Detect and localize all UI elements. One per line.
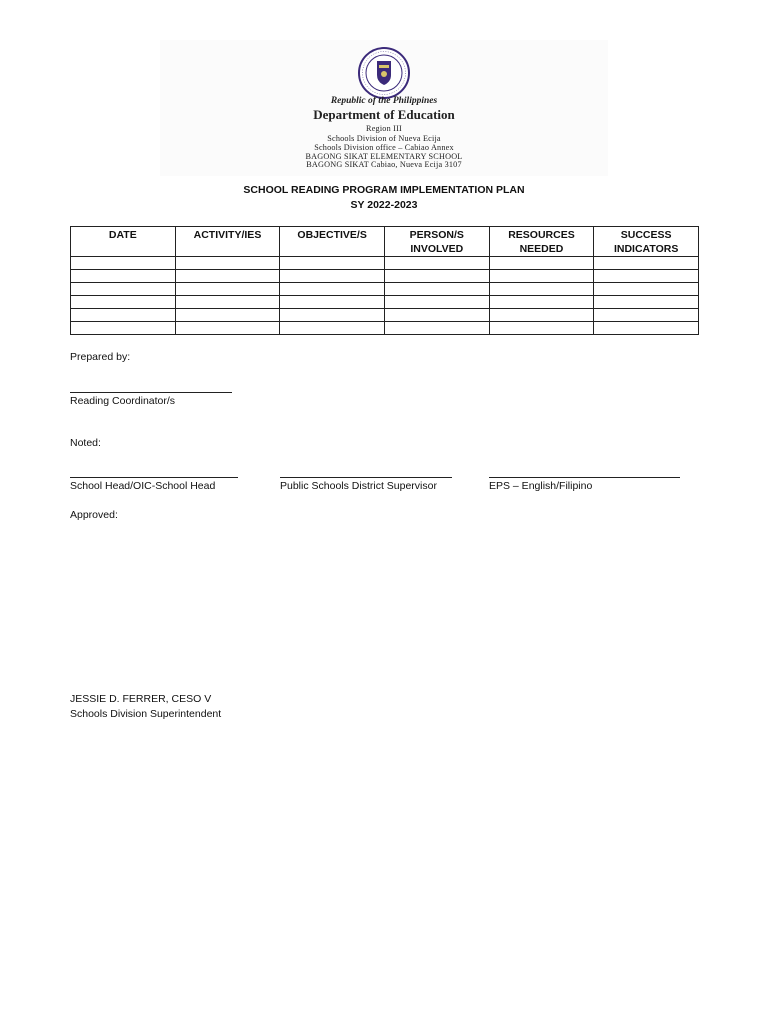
table-cell[interactable] — [384, 296, 489, 309]
approved-label: Approved: — [70, 509, 118, 521]
column-header-date: DATE — [71, 227, 176, 257]
table-cell[interactable] — [71, 270, 176, 283]
table-cell[interactable] — [280, 283, 385, 296]
table-cell[interactable] — [384, 309, 489, 322]
eps-role: EPS – English/Filipino — [489, 480, 593, 492]
table-row — [71, 257, 699, 270]
superintendent-name: JESSIE D. FERRER, CESO V — [70, 693, 212, 705]
table-cell[interactable] — [175, 270, 280, 283]
column-header-persons-involved: PERSON/S INVOLVED — [384, 227, 489, 257]
table-row — [71, 270, 699, 283]
table-cell[interactable] — [594, 283, 699, 296]
table-cell[interactable] — [71, 257, 176, 270]
table-cell[interactable] — [175, 296, 280, 309]
table-cell[interactable] — [594, 257, 699, 270]
school-head-signature-line — [70, 477, 238, 478]
noted-label: Noted: — [70, 437, 101, 449]
table-cell[interactable] — [280, 257, 385, 270]
table-cell[interactable] — [594, 322, 699, 335]
deped-seal-logo — [357, 46, 411, 100]
table-cell[interactable] — [384, 283, 489, 296]
column-header-success-indicators: SUCCESS INDICATORS — [594, 227, 699, 257]
table-cell[interactable] — [71, 296, 176, 309]
school-head-role: School Head/OIC-School Head — [70, 480, 216, 492]
document-title: SCHOOL READING PROGRAM IMPLEMENTATION PLAN — [243, 184, 525, 196]
school-year: SY 2022-2023 — [350, 199, 418, 211]
table-cell[interactable] — [384, 270, 489, 283]
table-cell[interactable] — [489, 270, 594, 283]
table-cell[interactable] — [71, 322, 176, 335]
division-office-line: Schools Division office – Cabiao Annex — [314, 143, 454, 152]
column-header-resources-needed: RESOURCES NEEDED — [489, 227, 594, 257]
department-name: Department of Education — [313, 107, 455, 122]
superintendent-title: Schools Division Superintendent — [70, 708, 222, 720]
table-cell[interactable] — [175, 257, 280, 270]
table-cell[interactable] — [280, 270, 385, 283]
table-cell[interactable] — [489, 322, 594, 335]
table-cell[interactable] — [384, 322, 489, 335]
table-cell[interactable] — [71, 283, 176, 296]
table-cell[interactable] — [594, 296, 699, 309]
column-header-objectives: OBJECTIVE/S — [280, 227, 385, 257]
division-line: Schools Division of Nueva Ecija — [327, 134, 441, 143]
column-header-activities: ACTIVITY/IES — [175, 227, 280, 257]
coordinator-signature-line — [70, 392, 232, 393]
table-row — [71, 322, 699, 335]
table-cell[interactable] — [175, 309, 280, 322]
republic-line: Republic of the Philippines — [330, 96, 438, 106]
eps-signature-line — [489, 477, 680, 478]
table-cell[interactable] — [489, 296, 594, 309]
region-line: Region III — [366, 124, 402, 133]
table-cell[interactable] — [594, 270, 699, 283]
school-name-line: BAGONG SIKAT ELEMENTARY SCHOOL — [305, 152, 463, 161]
table-cell[interactable] — [175, 322, 280, 335]
prepared-by-label: Prepared by: — [70, 351, 131, 363]
table-cell[interactable] — [280, 309, 385, 322]
table-row — [71, 309, 699, 322]
table-cell[interactable] — [384, 257, 489, 270]
table-cell[interactable] — [489, 283, 594, 296]
table-row — [71, 283, 699, 296]
school-address-line: BAGONG SIKAT Cabiao, Nueva Ecija 3107 — [306, 160, 462, 169]
table-cell[interactable] — [594, 309, 699, 322]
table-header-row — [71, 227, 699, 257]
district-supervisor-role: Public Schools District Supervisor — [280, 480, 437, 492]
reading-coordinator-role: Reading Coordinator/s — [70, 395, 176, 407]
table-cell[interactable] — [280, 296, 385, 309]
table-row — [71, 296, 699, 309]
table-cell[interactable] — [71, 309, 176, 322]
table-cell[interactable] — [175, 283, 280, 296]
table-cell[interactable] — [280, 322, 385, 335]
implementation-plan-table — [70, 226, 699, 335]
table-cell[interactable] — [489, 309, 594, 322]
district-supervisor-signature-line — [280, 477, 452, 478]
table-cell[interactable] — [489, 257, 594, 270]
